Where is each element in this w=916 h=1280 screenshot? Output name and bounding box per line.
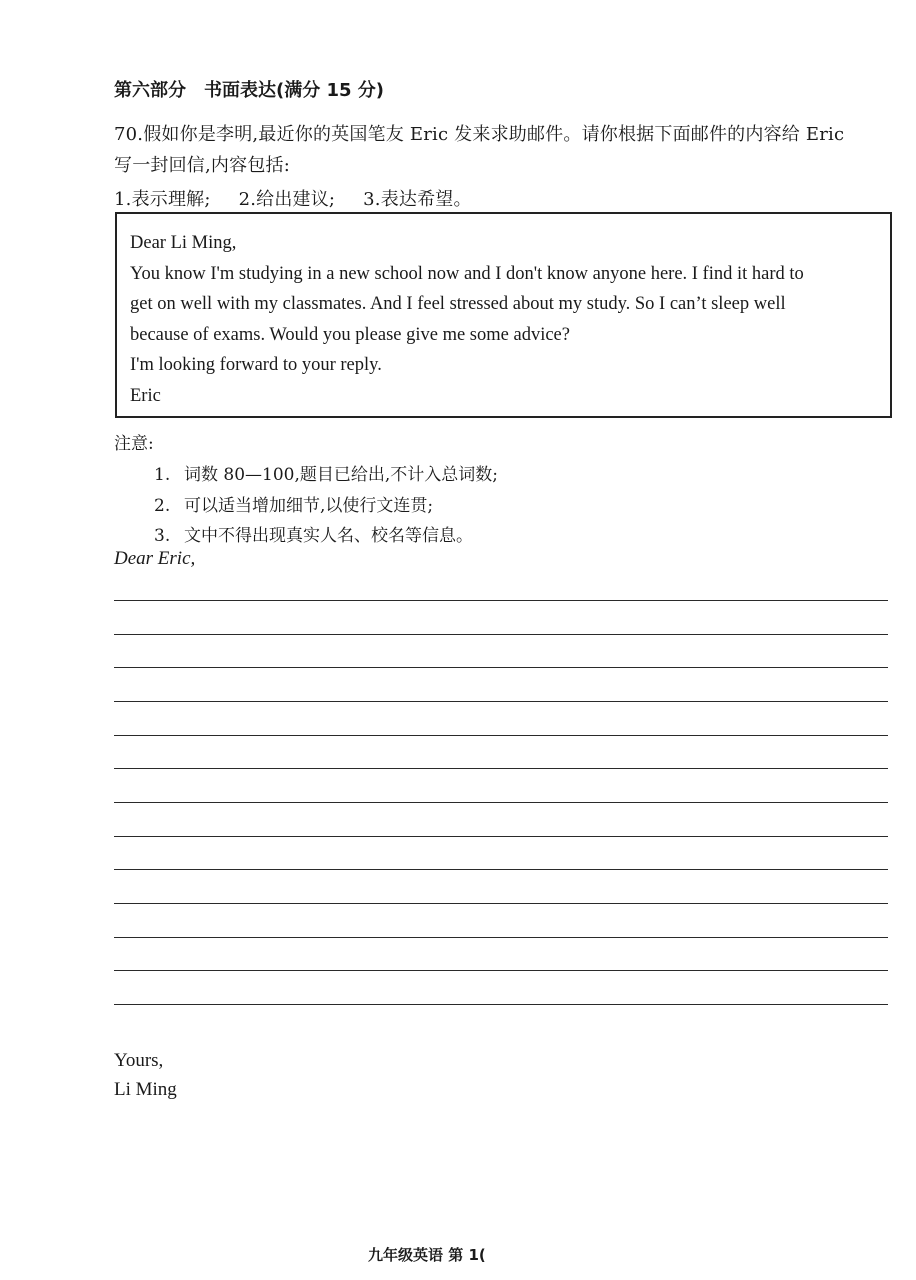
question-point: 1.表示理解;: [114, 189, 211, 210]
answer-salutation: Dear Eric,: [114, 548, 196, 569]
notes-label: 注意:: [114, 434, 154, 454]
writing-line[interactable]: [114, 634, 888, 635]
section-score: (满分 15 分): [276, 80, 385, 101]
email-body-line: because of exams. Would you please give me some advice?: [130, 324, 570, 345]
email-body-line: You know I'm studying in a new school now and I don't know anyone here. I find it hard to: [130, 263, 804, 284]
page-footer: 九年级英语 第 1(: [368, 1246, 486, 1264]
section-part: 第六部分: [114, 80, 186, 101]
writing-line[interactable]: [114, 869, 888, 870]
writing-line[interactable]: [114, 937, 888, 938]
question-point: 3.表达希望。: [363, 189, 472, 210]
writing-line[interactable]: [114, 768, 888, 769]
note-number: 1.: [154, 465, 171, 485]
answer-closing: Yours,: [114, 1050, 164, 1071]
writing-line[interactable]: [114, 903, 888, 904]
note-item: [154, 521, 473, 546]
note-number: 2.: [154, 496, 171, 516]
section-heading: [114, 76, 384, 102]
note-text: 可以适当增加细节,以使行文连贯;: [184, 496, 434, 516]
note-text: 词数 80—100,题目已给出,不计入总词数;: [184, 465, 499, 485]
writing-line[interactable]: [114, 600, 888, 601]
writing-line[interactable]: [114, 667, 888, 668]
question-points: [114, 185, 472, 211]
note-item: [154, 491, 433, 516]
email-box: [115, 212, 892, 418]
answer-signature: Li Ming: [114, 1079, 177, 1100]
question-prompt-line-1: 70.假如你是李明,最近你的英国笔友 Eric 发来求助邮件。请你根据下面邮件的内容给 Eric: [114, 124, 845, 145]
writing-line[interactable]: [114, 970, 888, 971]
question-prompt-line-2: 写一封回信,内容包括:: [114, 155, 290, 176]
writing-line[interactable]: [114, 701, 888, 702]
writing-line[interactable]: [114, 836, 888, 837]
writing-line[interactable]: [114, 1004, 888, 1005]
writing-line[interactable]: [114, 802, 888, 803]
email-greeting: Dear Li Ming,: [130, 233, 237, 253]
writing-line[interactable]: [114, 735, 888, 736]
note-text: 文中不得出现真实人名、校名等信息。: [184, 526, 473, 546]
note-item: [154, 460, 498, 485]
email-body-line: get on well with my classmates. And I feel stressed about my study. So I can’t sleep well: [130, 294, 786, 314]
email-signature: Eric: [130, 385, 161, 406]
email-body-line: I'm looking forward to your reply.: [130, 355, 382, 375]
note-number: 3.: [154, 526, 171, 546]
question-point: 2.给出建议;: [238, 189, 336, 210]
section-title: 书面表达: [204, 80, 276, 101]
